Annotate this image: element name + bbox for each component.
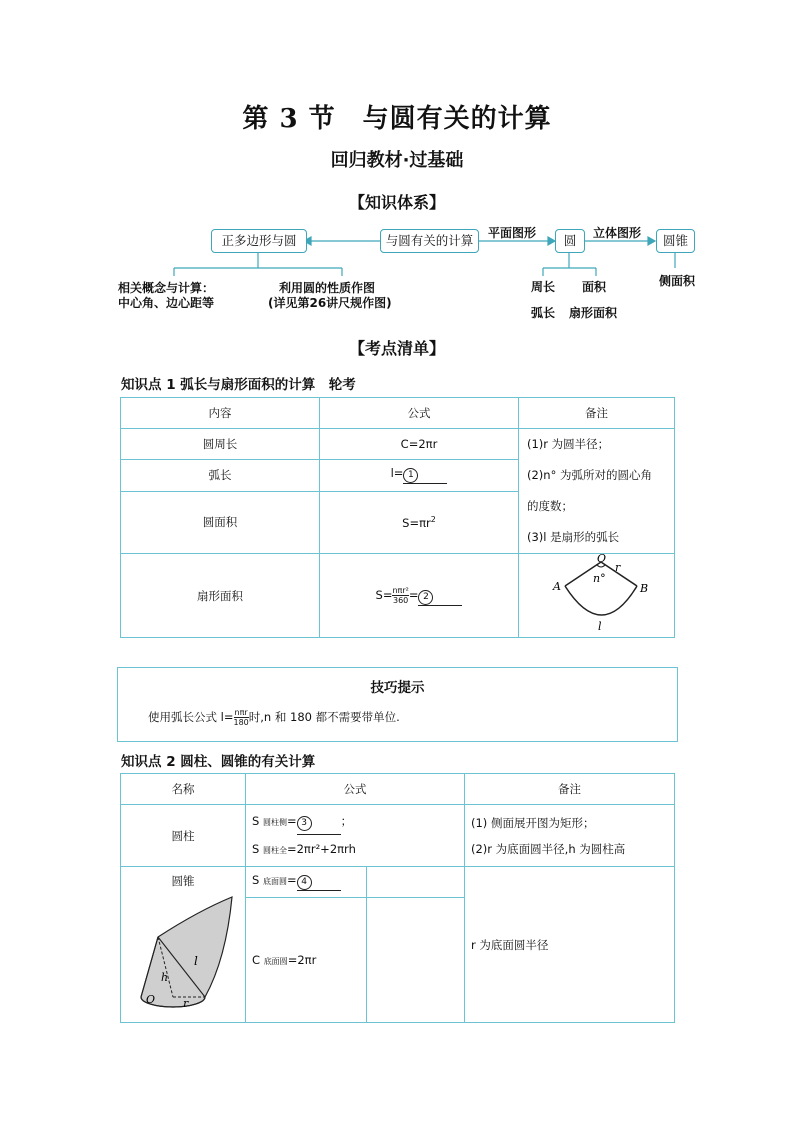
mindmap <box>0 0 794 330</box>
mindmap-concepts-line2: 中心角、边心距等 <box>118 296 215 310</box>
kp1-arc-prefix: l= <box>390 466 404 481</box>
formula-subscript: 圆柱全 <box>262 845 287 855</box>
blank-number-1: 1 <box>403 468 418 483</box>
kp2-formula-cone-base <box>246 867 367 898</box>
kp2-note-cylinder <box>465 805 675 867</box>
kp1-note-2: (2)n° 为弧所对的圆心角 <box>527 468 652 482</box>
mindmap-construct-line2: (详见第26讲尺规作图) <box>268 296 392 310</box>
mindmap-perimeter: 周长 <box>531 280 556 294</box>
answer-blank-3[interactable] <box>297 808 341 835</box>
mindmap-area: 面积 <box>582 280 607 294</box>
cone-label-l: l <box>194 954 198 968</box>
cone-diagram <box>128 889 238 1019</box>
answer-blank-4[interactable] <box>297 873 341 891</box>
cone-label-o: O <box>146 993 156 1006</box>
kp1-header-row <box>121 398 675 429</box>
answer-blank-1[interactable] <box>403 466 447 484</box>
formula-s: S <box>252 873 260 888</box>
kp1-header-content: 内容 <box>121 398 320 429</box>
tip-box <box>117 667 678 742</box>
kp1-note-1: (1)r 为圆半径； <box>527 437 610 451</box>
kp1-formula-circumference: C=2πr <box>320 429 519 460</box>
kp1-name-arc: 弧长 <box>121 460 320 491</box>
sector-diagram <box>527 554 667 634</box>
kp2-header-formula: 公式 <box>246 774 465 805</box>
formula-s: S <box>252 813 260 828</box>
kp1-formula-sector <box>320 554 519 638</box>
formula-eq: = <box>286 813 297 828</box>
sector-label-n: n° <box>592 572 606 585</box>
sector-label-o: O <box>596 554 606 565</box>
kp1-area-exponent: 2 <box>430 514 436 524</box>
formula-subscript: 底面圆 <box>263 957 288 967</box>
kp1-sector-eq: = <box>408 587 419 602</box>
kp1-heading: 知识点 1 弧长与扇形面积的计算 轮考 <box>121 377 356 393</box>
answer-blank-2[interactable] <box>418 588 462 606</box>
sector-label-b: B <box>639 582 648 595</box>
fraction-denominator: 360 <box>393 595 409 605</box>
formula-end: ； <box>340 813 353 828</box>
fraction-numerator: nπr² <box>392 585 409 595</box>
mindmap-node-center: 与圆有关的计算 <box>380 229 479 253</box>
section-checklist: 【考点清单】 <box>348 339 445 358</box>
mindmap-edge-solid: 立体图形 <box>593 226 642 240</box>
kp2-header-note: 备注 <box>465 774 675 805</box>
mindmap-lateral-area: 侧面积 <box>659 274 696 288</box>
sector-label-r: r <box>614 561 620 574</box>
mindmap-edge-plane: 平面图形 <box>488 226 537 240</box>
kp1-sector-fraction <box>392 586 408 605</box>
kp2-name-cylinder: 圆柱 <box>121 805 246 867</box>
formula-c: C <box>252 953 261 968</box>
tip-text-after: 时,n 和 180 都不需要带单位. <box>248 710 400 724</box>
kp2-header-row <box>121 774 675 805</box>
kp1-header-formula: 公式 <box>320 398 519 429</box>
tip-fraction <box>234 708 249 727</box>
kp1-table <box>120 397 675 638</box>
kp2-heading: 知识点 2 圆柱、圆锥的有关计算 <box>121 754 316 770</box>
mindmap-arc-length: 弧长 <box>531 306 556 320</box>
kp1-name-sector: 扇形面积 <box>121 554 320 638</box>
kp1-note-4: (3)l 是扇形的弧长 <box>527 530 620 544</box>
kp1-notes <box>519 429 675 554</box>
cone-label-r: r <box>183 997 189 1010</box>
cylinder-lateral-formula <box>252 808 458 836</box>
formula-s: S <box>252 841 260 856</box>
table-row <box>121 429 675 460</box>
kp2-name-cone: 圆锥 <box>171 874 195 888</box>
formula-rest: =2πr²+2πrh <box>286 841 356 856</box>
kp1-name-circumference: 圆周长 <box>121 429 320 460</box>
mindmap-construct-line1: 利用圆的性质作图 <box>279 281 376 295</box>
kp2-formula-cylinder <box>246 805 465 867</box>
mindmap-node-polygon: 正多边形与圆 <box>211 229 307 253</box>
kp1-sector-figure-cell <box>519 554 675 638</box>
kp1-formula-arc <box>320 460 519 491</box>
formula-subscript: 底面圆 <box>262 877 287 887</box>
sector-label-l: l <box>597 620 602 633</box>
mindmap-concepts-line1: 相关概念与计算： <box>118 281 215 295</box>
kp1-name-area: 圆面积 <box>121 491 320 554</box>
cylinder-note-1: (1) 侧面展开图为矩形； <box>471 815 595 830</box>
section-knowledge-system: 【知识体系】 <box>348 193 445 212</box>
table-row <box>121 805 675 867</box>
kp2-empty-cell-2 <box>367 898 465 1023</box>
kp2-note-cone: r 为底面圆半径 <box>465 867 675 1023</box>
blank-number-2: 2 <box>418 590 433 605</box>
cone-label-h: h <box>161 971 169 984</box>
cylinder-note-2: (2)r 为底面圆半径,h 为圆柱高 <box>471 841 626 856</box>
blank-number-3: 3 <box>297 816 312 831</box>
kp1-header-note: 备注 <box>519 398 675 429</box>
page-subtitle: 回归教材·过基础 <box>330 150 464 171</box>
kp1-sector-prefix: S= <box>375 587 393 602</box>
tip-text-before: 使用弧长公式 l= <box>148 710 234 724</box>
kp2-header-name: 名称 <box>121 774 246 805</box>
blank-number-4: 4 <box>297 875 312 890</box>
sector-label-a: A <box>552 580 561 593</box>
kp2-name-cone-cell <box>121 867 246 1023</box>
kp2-empty-cell-1 <box>367 867 465 898</box>
kp1-formula-area <box>320 491 519 554</box>
table-row <box>121 867 675 898</box>
cylinder-total-formula <box>252 836 458 864</box>
formula-eq: = <box>286 873 297 888</box>
tip-text <box>148 708 400 727</box>
fraction-numerator: nπr <box>234 708 248 717</box>
fraction-denominator: 180 <box>233 718 249 727</box>
formula-subscript: 圆柱侧 <box>262 817 287 827</box>
table-row <box>121 554 675 638</box>
mindmap-node-circle: 圆 <box>555 229 585 253</box>
kp2-formula-cone-circ <box>246 898 367 1023</box>
kp2-table <box>120 773 675 1023</box>
mindmap-sector-area: 扇形面积 <box>569 306 618 320</box>
page-title: 第 3 节 与圆有关的计算 <box>242 104 552 134</box>
kp1-note-3: 的度数； <box>527 499 573 513</box>
formula-rest: =2πr <box>287 953 317 968</box>
tip-title: 技巧提示 <box>370 680 425 696</box>
kp1-area-formula: S=πr <box>402 515 431 530</box>
mindmap-node-cone: 圆锥 <box>656 229 695 253</box>
